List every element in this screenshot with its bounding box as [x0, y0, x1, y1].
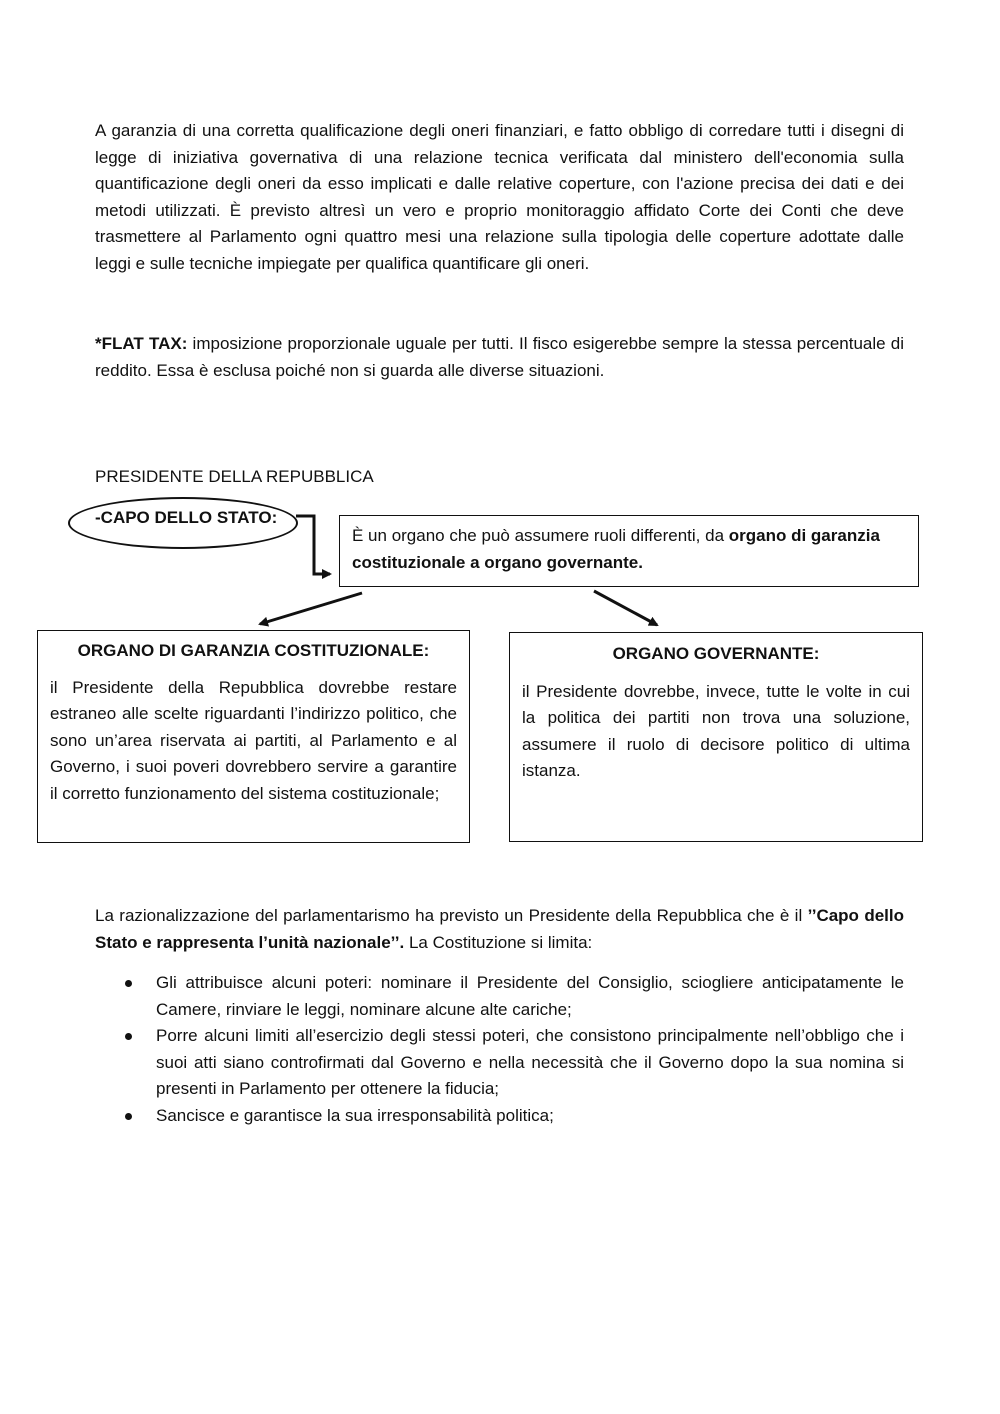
organo-garanzia-title: ORGANO DI GARANZIA COSTITUZIONALE:: [77, 641, 430, 660]
organo-description-box: [339, 515, 919, 587]
capo-dello-stato-label: -CAPO DELLO STATO:: [95, 508, 278, 527]
poteri-list: [95, 970, 904, 1130]
flat-tax-term: *FLAT TAX:: [95, 334, 188, 353]
bullet-icon: [125, 1033, 132, 1040]
list-item-text: Sancisce e garantisce la sua irresponsabilità politica;: [156, 1105, 554, 1125]
list-item-text: Gli attribuisce alcuni poteri: nominare il Presidente del Consiglio, sciogliere anticipatamente le Camere, rinviare le leggi, nominare alcune alte cariche;: [156, 973, 904, 1019]
organo-description-text: È un organo che può assumere ruoli differenti, da: [352, 526, 729, 545]
paragraph-razionalizzazione: [95, 903, 904, 956]
bullet-icon: [125, 1113, 132, 1120]
organo-governante-box: [509, 632, 923, 842]
list-item: [95, 1023, 904, 1103]
list-item-text: Porre alcuni limiti all’esercizio degli stessi poteri, che consistono principalmente nell’obbligo che i suoi atti siano controfirmati dal Governo e nella necessità che il Governo dopo la sua nomina si presenti in Parlamento per ottenere la fiducia;: [156, 1026, 904, 1099]
razionalizzazione-quote: ’’Capo dello Stato e rappresenta l’unità nazionale’’.: [95, 906, 904, 952]
organo-description-bold: organo di garanzia costituzionale a organo governante.: [352, 526, 880, 572]
organo-governante-body: il Presidente dovrebbe, invece, tutte le volte in cui la politica dei partiti non trova una soluzione, assumere il ruolo di decisore politico di ultima istanza.: [522, 681, 910, 781]
arrow-to-left-box: [260, 593, 362, 624]
arrow-to-right-box: [594, 591, 657, 625]
razionalizzazione-text-2: La Costituzione si limita:: [404, 932, 593, 952]
elbow-arrow: [296, 516, 330, 574]
flat-tax-definition: imposizione proporzionale uguale per tutti. Il fisco esigerebbe sempre la stessa percentuale di reddito. Essa è esclusa poiché non si guarda alle diverse situazioni.: [95, 334, 905, 380]
organo-garanzia-body: il Presidente della Repubblica dovrebbe restare estraneo alle scelte riguardanti l’indirizzo politico, che sono un’area riservata ai partiti, al Parlamento e al Governo, i suoi poveri dovrebbero servire a garantire il corretto funzionamento del sistema costituzionale;: [50, 677, 457, 803]
organo-garanzia-box: [37, 630, 470, 843]
list-item: [95, 1103, 904, 1130]
razionalizzazione-text-1: La razionalizzazione del parlamentarismo ha previsto un Presidente della Repubblica che è il: [95, 906, 808, 925]
organo-governante-title: ORGANO GOVERNANTE:: [612, 644, 820, 663]
list-item: [95, 970, 904, 1023]
bullet-icon: [125, 980, 132, 987]
section-heading: PRESIDENTE DELLA REPUBBLICA: [95, 467, 374, 486]
paragraph-oneri-finanziari: A garanzia di una corretta qualificazione degli oneri finanziari, e fatto obbligo di corredare tutti i disegni di legge di iniziativa governativa di una relazione tecnica verificata dal ministero dell'economia sulla quantificazione degli oneri da esso implicati e dalle relative coperture, con l'azione precisa dei dati e dei metodi utilizzati. È previsto altresì un vero e proprio monitoraggio affidato Corte dei Conti che deve trasmettere al Parlamento ogni quattro mesi una relazione sulla tipologia delle coperture adottate dalle leggi e sulle tecniche impiegate per qualifica quantificare gli oneri.: [95, 121, 904, 273]
